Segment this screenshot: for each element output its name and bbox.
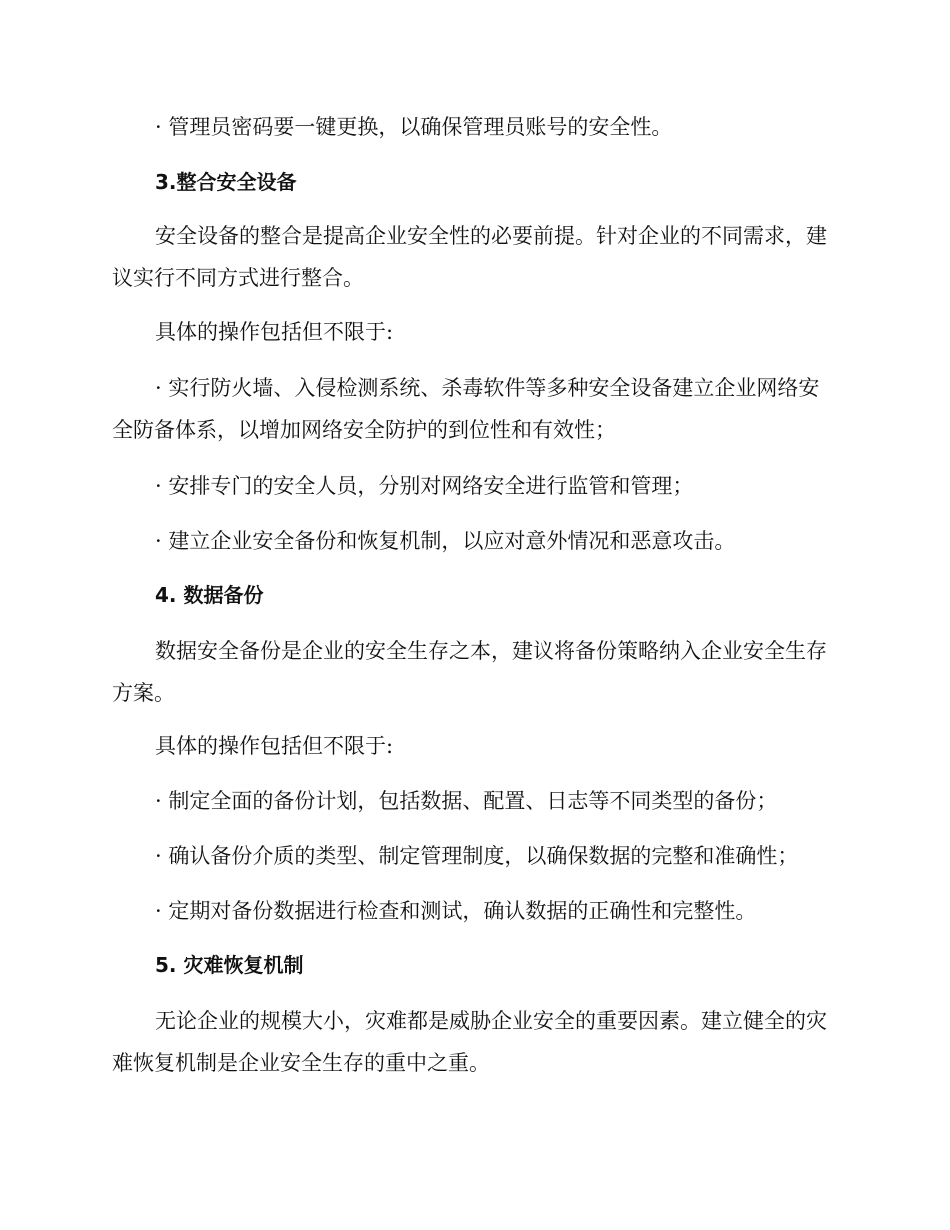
bullet-firewall-system: · 实行防火墙、入侵检测系统、杀毒软件等多种安全设备建立企业网络安全防备体系，以增加网络安全防护的到位性和有效性； (112, 376, 820, 442)
section-heading-3: 3.整合安全设备 (155, 170, 297, 194)
paragraph-disaster-recovery: 无论企业的规模大小，灾难都是威胁企业安全的重要因素。建立健全的灾难恢复机制是企业安全生存的重中之重。 (112, 1009, 827, 1075)
bullet-admin-password: · 管理员密码要一键更换，以确保管理员账号的安全性。 (155, 115, 673, 139)
bullet-backup-recovery: · 建立企业安全备份和恢复机制，以应对意外情况和恶意攻击。 (155, 529, 736, 553)
section-heading-4: 4. 数据备份 (155, 583, 264, 607)
bullet-backup-testing: · 定期对备份数据进行检查和测试，确认数据的正确性和完整性。 (155, 899, 757, 923)
bullet-security-staff: · 安排专门的安全人员，分别对网络安全进行监管和管理； (155, 474, 694, 498)
bullet-backup-media: · 确认备份介质的类型、制定管理制度，以确保数据的完整和准确性； (155, 844, 799, 868)
paragraph-operations-intro-2: 具体的操作包括但不限于: (155, 734, 394, 758)
section-heading-5: 5. 灾难恢复机制 (155, 953, 304, 977)
paragraph-operations-intro-1: 具体的操作包括但不限于: (155, 320, 394, 344)
paragraph-data-backup: 数据安全备份是企业的安全生存之本，建议将备份策略纳入企业安全生存方案。 (112, 639, 827, 705)
paragraph-security-integration: 安全设备的整合是提高企业安全性的必要前提。针对企业的不同需求，建议实行不同方式进行整合。 (112, 224, 827, 290)
bullet-backup-plan: · 制定全面的备份计划，包括数据、配置、日志等不同类型的备份； (155, 789, 778, 813)
